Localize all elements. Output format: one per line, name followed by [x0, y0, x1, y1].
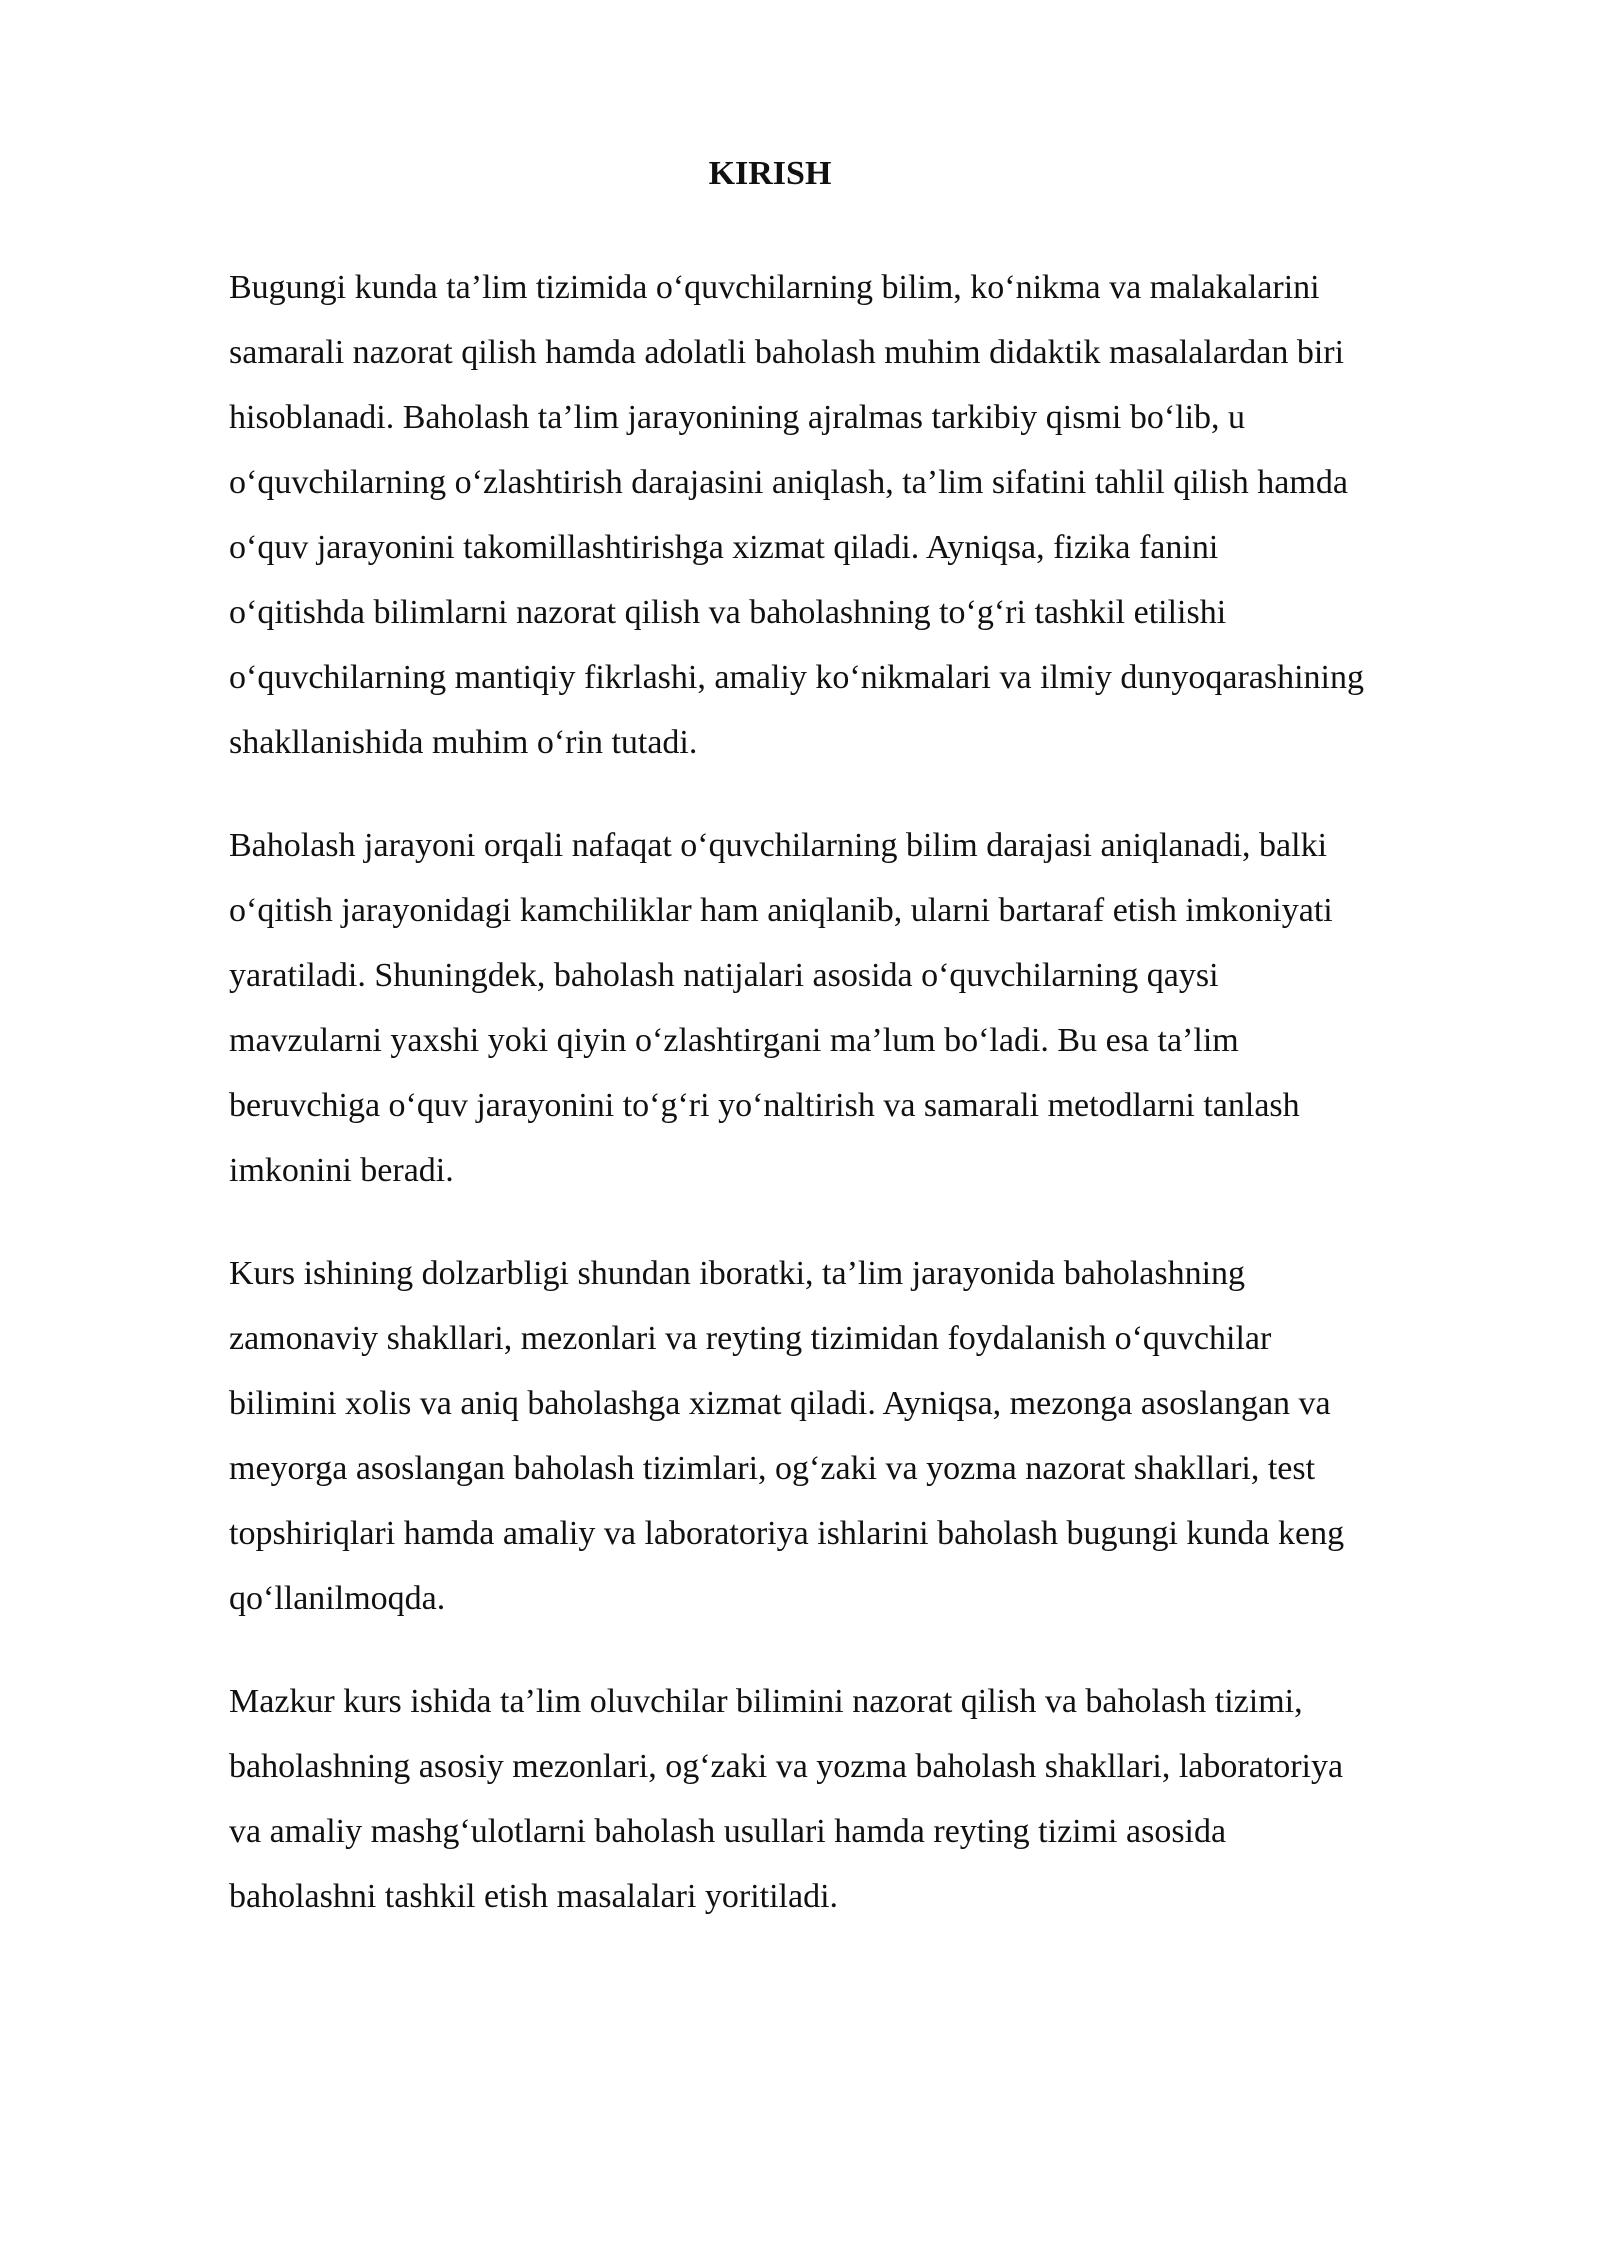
paragraph-1: [229, 255, 1499, 775]
text-line: shakllanishida muhim o‘rin tutadi.: [229, 724, 698, 761]
text-line: Mazkur kurs ishida ta’lim oluvchilar bilimini nazorat qilish va baholash tizimi,: [229, 1683, 1303, 1720]
text-line: o‘qitish jarayonidagi kamchiliklar ham aniqlanib, ularni bartaraf etish imkoniyati: [229, 892, 1333, 929]
text-line: mavzularni yaxshi yoki qiyin o‘zlashtirgani ma’lum bo‘ladi. Bu esa ta’lim: [229, 1022, 1239, 1059]
text-line: zamonaviy shakllari, mezonlari va reyting tizimidan foydalanish o‘quvchilar: [229, 1320, 1272, 1357]
text-line: va amaliy mashg‘ulotlarni baholash usullari hamda reyting tizimi asosida: [229, 1813, 1227, 1850]
text-line: baholashni tashkil etish masalalari yoritiladi.: [229, 1878, 839, 1915]
text-line: o‘qitishda bilimlarni nazorat qilish va baholashning to‘g‘ri tashkil etilishi: [229, 594, 1227, 631]
text-line: Baholash jarayoni orqali nafaqat o‘quvchilarning bilim darajasi aniqlanadi, balki: [229, 827, 1328, 864]
text-line: qo‘llanilmoqda.: [229, 1580, 446, 1617]
paragraph-3: [229, 1241, 1499, 1631]
text-line: bilimini xolis va aniq baholashga xizmat qiladi. Ayniqsa, mezonga asoslangan va: [229, 1385, 1331, 1422]
text-line: o‘quvchilarning mantiqiy fikrlashi, amaliy ko‘nikmalari va ilmiy dunyoqarashining: [229, 659, 1364, 696]
text-line: beruvchiga o‘quv jarayonini to‘g‘ri yo‘naltirish va samarali metodlarni tanlash: [229, 1087, 1300, 1124]
text-line: imkonini beradi.: [229, 1152, 454, 1189]
text-line: topshiriqlari hamda amaliy va laboratoriya ishlarini baholash bugungi kunda keng: [229, 1515, 1345, 1552]
text-line: samarali nazorat qilish hamda adolatli baholash muhim didaktik masalalardan biri: [229, 334, 1345, 371]
text-line: o‘quvchilarning o‘zlashtirish darajasini aniqlash, ta’lim sifatini tahlil qilish hamda: [229, 464, 1348, 501]
text-line: meyorga asoslangan baholash tizimlari, og‘zaki va yozma nazorat shakllari, test: [229, 1450, 1316, 1487]
text-line: o‘quv jarayonini takomillashtirishga xizmat qiladi. Ayniqsa, fizika fanini: [229, 529, 1219, 566]
paragraph-4: [229, 1669, 1499, 1929]
text-line: Kurs ishining dolzarbligi shundan iboratki, ta’lim jarayonida baholashning: [229, 1255, 1246, 1292]
text-line: baholashning asosiy mezonlari, og‘zaki va yozma baholash shakllari, laboratoriya: [229, 1748, 1344, 1785]
paragraph-2: [229, 813, 1499, 1203]
document-body: [229, 255, 1499, 1967]
text-line: Bugungi kunda ta’lim tizimida o‘quvchilarning bilim, ko‘nikma va malakalarini: [229, 269, 1320, 306]
text-line: yaratiladi. Shuningdek, baholash natijalari asosida o‘quvchilarning qaysi: [229, 957, 1219, 994]
page-title: KIRISH: [708, 155, 832, 192]
text-line: hisoblanadi. Baholash ta’lim jarayonining ajralmas tarkibiy qismi bo‘lib, u: [229, 399, 1246, 436]
